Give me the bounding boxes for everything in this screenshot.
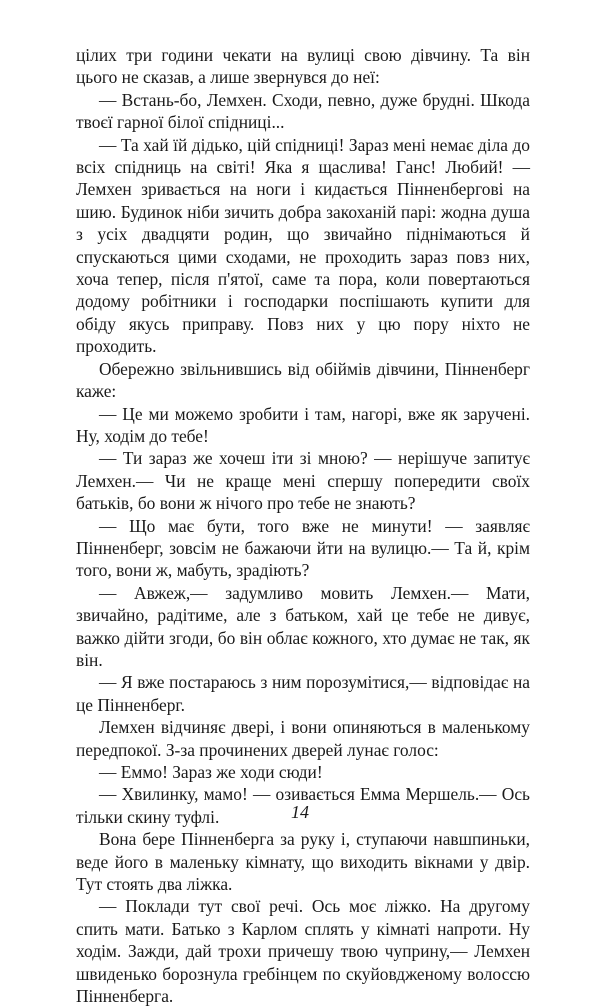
paragraph: — Встань-бо, Лемхен. Сходи, певно, дуже брудні. Шкода твоєї гарної білої спідниці... <box>76 89 530 133</box>
paragraph: Вона бере Пінненберга за руку і, ступаючи навшпиньки, веде його в маленьку кімнату, що виходить вікнами у двір. Тут стоять два ліжка. <box>76 829 530 895</box>
paragraph: — Хвилинку, мамо! — озивається Емма Мершель.— Ось тільки скину туфлі. <box>76 784 530 827</box>
paragraph: — Це ми можемо зробити і там, нагорі, вже як заручені. Ну, ходім до тебе! <box>76 403 530 446</box>
paragraph: цілих три години чекати на вулиці свою дівчину. Та він цього не сказав, а лише звернувся до неї: <box>76 45 530 88</box>
page-number: 14 <box>291 802 309 822</box>
paragraph: — Я вже постараюсь з ним порозумітися,— відповідає на це Пінненберг. <box>76 672 530 715</box>
paragraph: Обережно звільнившись від обіймів дівчини, Пінненберг каже: <box>76 358 530 402</box>
paragraph: — Та хай їй дідько, цій спідниці! Зараз мені немає діла до всіх спідниць на світі! Яка я щаслива! Ганс! Любий! — Лемхен зривається на ноги і кидається Пінненбергові на шию. Будинок ніби зичить добра закоханій парі: жодна душа з усіх двадцяти родин, що звичайно піднімаються й спускаються цими сходами, не проходить зараз повз них, хоча тепер, після п'ятої, саме та пора, коли повертаються додому робітники і господарки поспішають купити для обіду якусь приправу. Повз них у цю пору ніхто не проходить. <box>76 134 530 357</box>
paragraph: — Що має бути, того вже не минути! — заявляє Пінненберг, зовсім не бажаючи йти на вулицю.— Та й, крім того, вони ж, мабуть, зрадіють? <box>76 515 530 581</box>
paragraph: — Поклади тут свої речі. Ось моє ліжко. На другому спить мати. Батько з Карлом сплять у кімнаті напроти. Ну ходім. Зажди, дай трохи причешу твою чуприну,— Лемхен швиденько борознула гребінцем по скуйовдженому волоссю Пінненберга. <box>76 896 530 1007</box>
paragraph: — Авжеж,— задумливо мовить Лемхен.— Мати, звичайно, радітиме, але з батьком, хай це тебе не дивує, важко дійти згоди, бо він облає кожного, хто думає не так, як він. <box>76 582 530 670</box>
paragraph: — Еммо! Зараз же ходи сюди! <box>99 762 323 782</box>
paragraph: Лемхен відчиняє двері, і вони опиняються в маленькому передпокої. З-за прочинених дверей лунає голос: <box>76 717 530 760</box>
page-body <box>76 44 530 1007</box>
paragraph: — Ти зараз же хочеш іти зі мною? — нерішуче запитує Лемхен.— Чи не краще мені спершу попередити своїх батьків, бо вони ж нічого про тебе не знають? <box>76 448 530 514</box>
